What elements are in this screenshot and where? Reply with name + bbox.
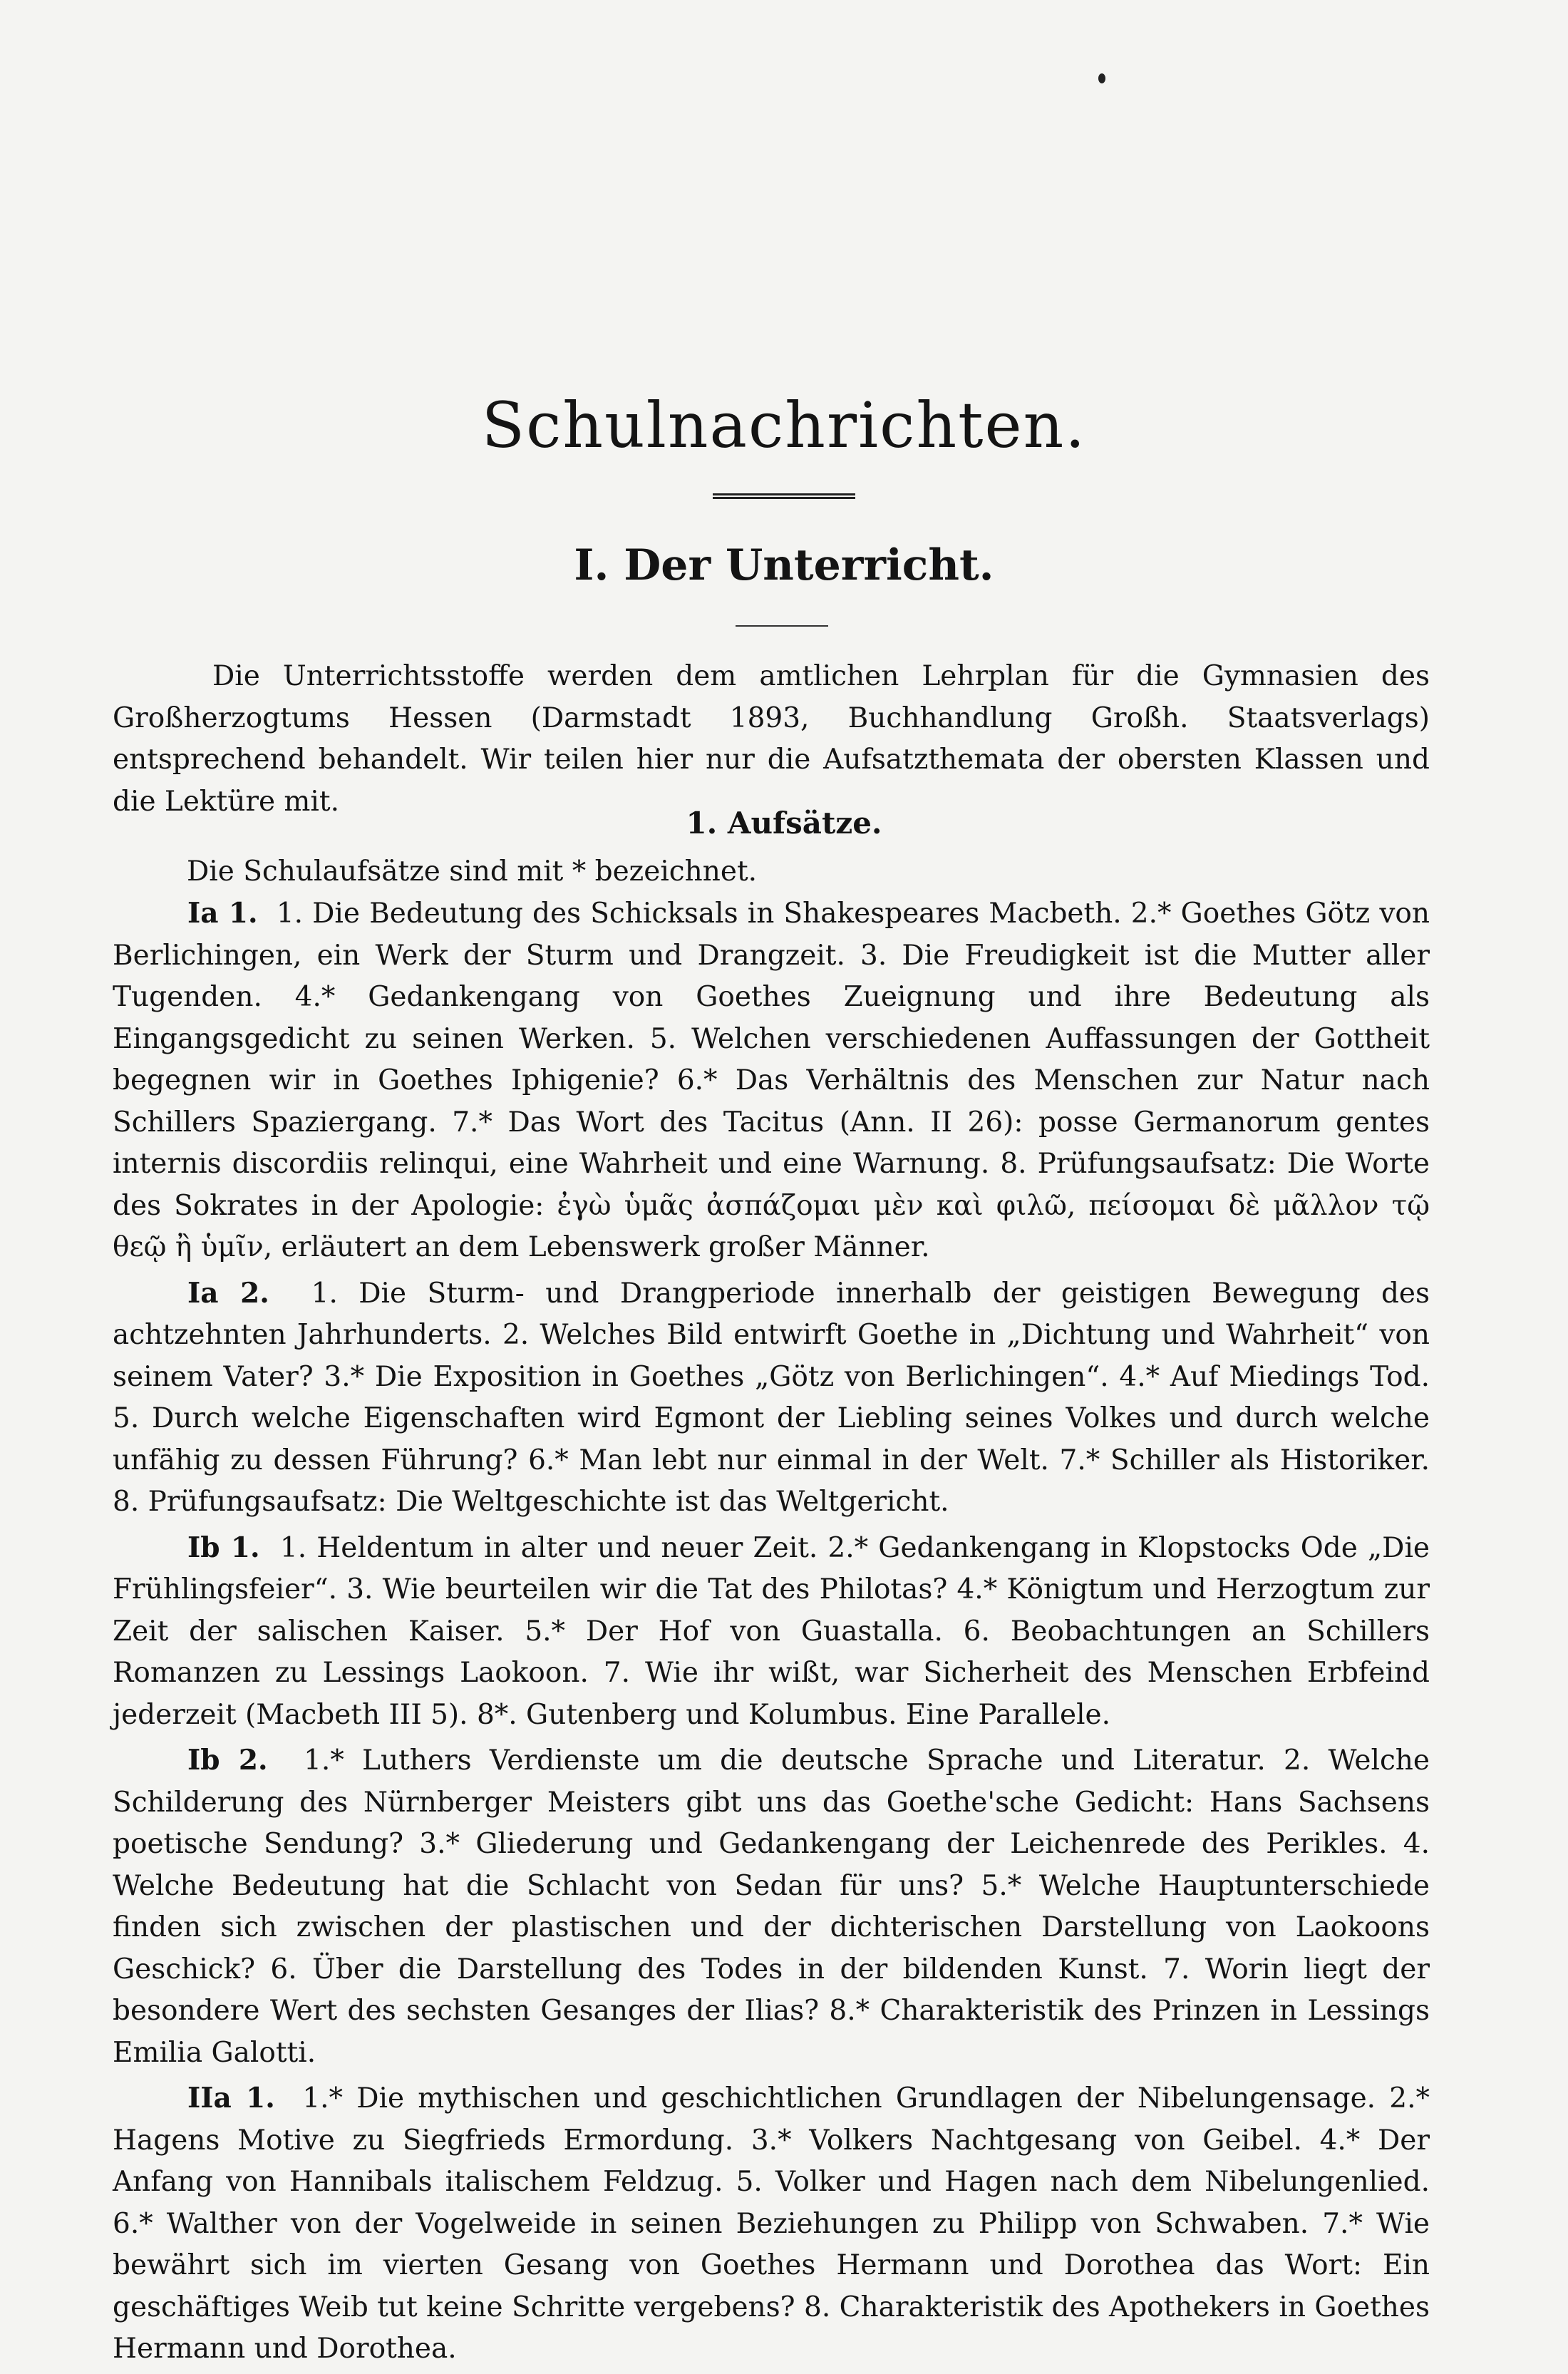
essay-entry-ia2 — [113, 1273, 1430, 1523]
ink-speck — [1098, 73, 1105, 83]
section-divider — [736, 625, 828, 627]
title-divider — [713, 493, 855, 499]
page-title: Schulnachrichten. — [481, 389, 1087, 462]
essay-entry-ib2 — [113, 1740, 1430, 2074]
subsection-title: 1. Aufsätze. — [686, 806, 882, 841]
entry-label: Ib 2. — [187, 1744, 268, 1777]
entry-label: Ia 1. — [187, 897, 258, 930]
entry-text: 1.* Luthers Verdienste um die deutsche Sprache und Literatur. 2. Welche Schilderung des Nürnberger Meisters gibt uns das Goethe'sche Gedicht: Hans Sachsens poetische Sendung? 3.* Gliederung und Gedankengang der Leichenrede des Perikles. 4. Welche Bedeutung hat die Schlacht von Sedan für uns? 5.* Welche Hauptunterschiede finden sich zwischen der plastischen und der dichterischen Darstellung von Laokoons Geschick? 6. Über die Darstellung des Todes in der bildenden Kunst. 7. Worin liegt der besondere Wert des sechsten Gesanges der Ilias? 8.* Charakteristik des Prinzen in Lessings Emilia Galotti. — [113, 1744, 1430, 2069]
entry-label: Ib 1. — [187, 1531, 260, 1564]
intro-paragraph: Die Unterrichtsstoffe werden dem amtlichen Lehrplan für die Gymnasien des Großherzogtums Hessen (Darmstadt 1893, Buchhandlung Großh. Staatsverlags) entsprechend behandelt. Wir teilen hier nur die Aufsatzthemata der obersten Klassen und die Lektüre mit. — [113, 660, 1430, 818]
asterisk-note: Die Schulaufsätze sind mit * bezeichnet. — [187, 855, 758, 888]
entry-text: 1. Die Bedeutung des Schicksals in Shakespeares Macbeth. 2.* Goethes Götz von Berlichingen, ein Werk der Sturm und Drangzeit. 3. Die Freudigkeit ist die Mutter aller Tugenden. 4.* Gedankengang von Goethes Zueignung und ihre Bedeutung als Eingangsgedicht zu seinen Werken. 5. Welchen verschiedenen Auffassungen der Gottheit begegnen wir in Goethes Iphigenie? 6.* Das Verhältnis des Menschen zur Natur nach Schillers Spaziergang. 7.* Das Wort des Tacitus (Ann. II 26): posse Germanorum gentes internis discordiis relinqui, eine Wahrheit und eine Warnung. 8. Prüfungsaufsatz: Die Worte des Sokrates in der Apologie: ἐγὼ ὑμᾶς ἀσπάζομαι μὲν καὶ φιλῶ, πείσομαι δὲ μᾶλλον τῷ θεῷ ἢ ὑμῖν, erläutert an dem Lebenswerk großer Männer. — [113, 898, 1430, 1263]
entry-text: 1. Heldentum in alter und neuer Zeit. 2.* Gedankengang in Klopstocks Ode „Die Frühlingsfeier“. 3. Wie beurteilen wir die Tat des Philotas? 4.* Königtum und Herzogtum zur Zeit der salischen Kaiser. 5.* Der Hof von Guastalla. 6. Beobachtungen an Schillers Romanzen zu Lessings Laokoon. 7. Wie ihr wißt, war Sicherheit des Menschen Erbfeind jederzeit (Macbeth III 5). 8*. Gutenberg und Kolumbus. Eine Parallele. — [113, 1531, 1430, 1731]
essay-entry-ib1 — [113, 1527, 1430, 1737]
essay-entry-iia1 — [113, 2077, 1430, 2370]
entry-label: Ia 2. — [187, 1276, 269, 1310]
essay-entry-ia1 — [113, 893, 1430, 1269]
section-title: I. Der Unterricht. — [574, 540, 994, 590]
entry-text: 1. Die Sturm- und Drangperiode innerhalb der geistigen Bewegung des achtzehnten Jahrhunderts. 2. Welches Bild entwirft Goethe in „Dichtung und Wahrheit“ von seinem Vater? 3.* Die Exposition in Goethes „Götz von Berlichingen“. 4.* Auf Miedings Tod. 5. Durch welche Eigenschaften wird Egmont der Liebling seines Volkes und durch welche unfähig zu dessen Führung? 6.* Man lebt nur einmal in der Welt. 7.* Schiller als Historiker. 8. Prüfungsaufsatz: Die Weltgeschichte ist das Weltgericht. — [113, 1277, 1430, 1518]
essay-topic-list — [113, 893, 1430, 2374]
entry-label: IIa 1. — [187, 2082, 275, 2114]
entry-text: 1.* Die mythischen und geschichtlichen Grundlagen der Nibelungensage. 2.* Hagens Motive zu Siegfrieds Ermordung. 3.* Volkers Nachtgesang von Geibel. 4.* Der Anfang von Hannibals italischem Feldzug. 5. Volker und Hagen nach dem Nibelungenlied. 6.* Walther von der Vogelweide in seinen Beziehungen zu Philipp von Schwaben. 7.* Wie bewährt sich im vierten Gesang von Goethes Hermann und Dorothea das Wort: Ein geschäftiges Weib tut keine Schritte vergebens? 8. Charakteristik des Apothekers in Goethes Hermann und Dorothea. — [113, 2082, 1430, 2365]
